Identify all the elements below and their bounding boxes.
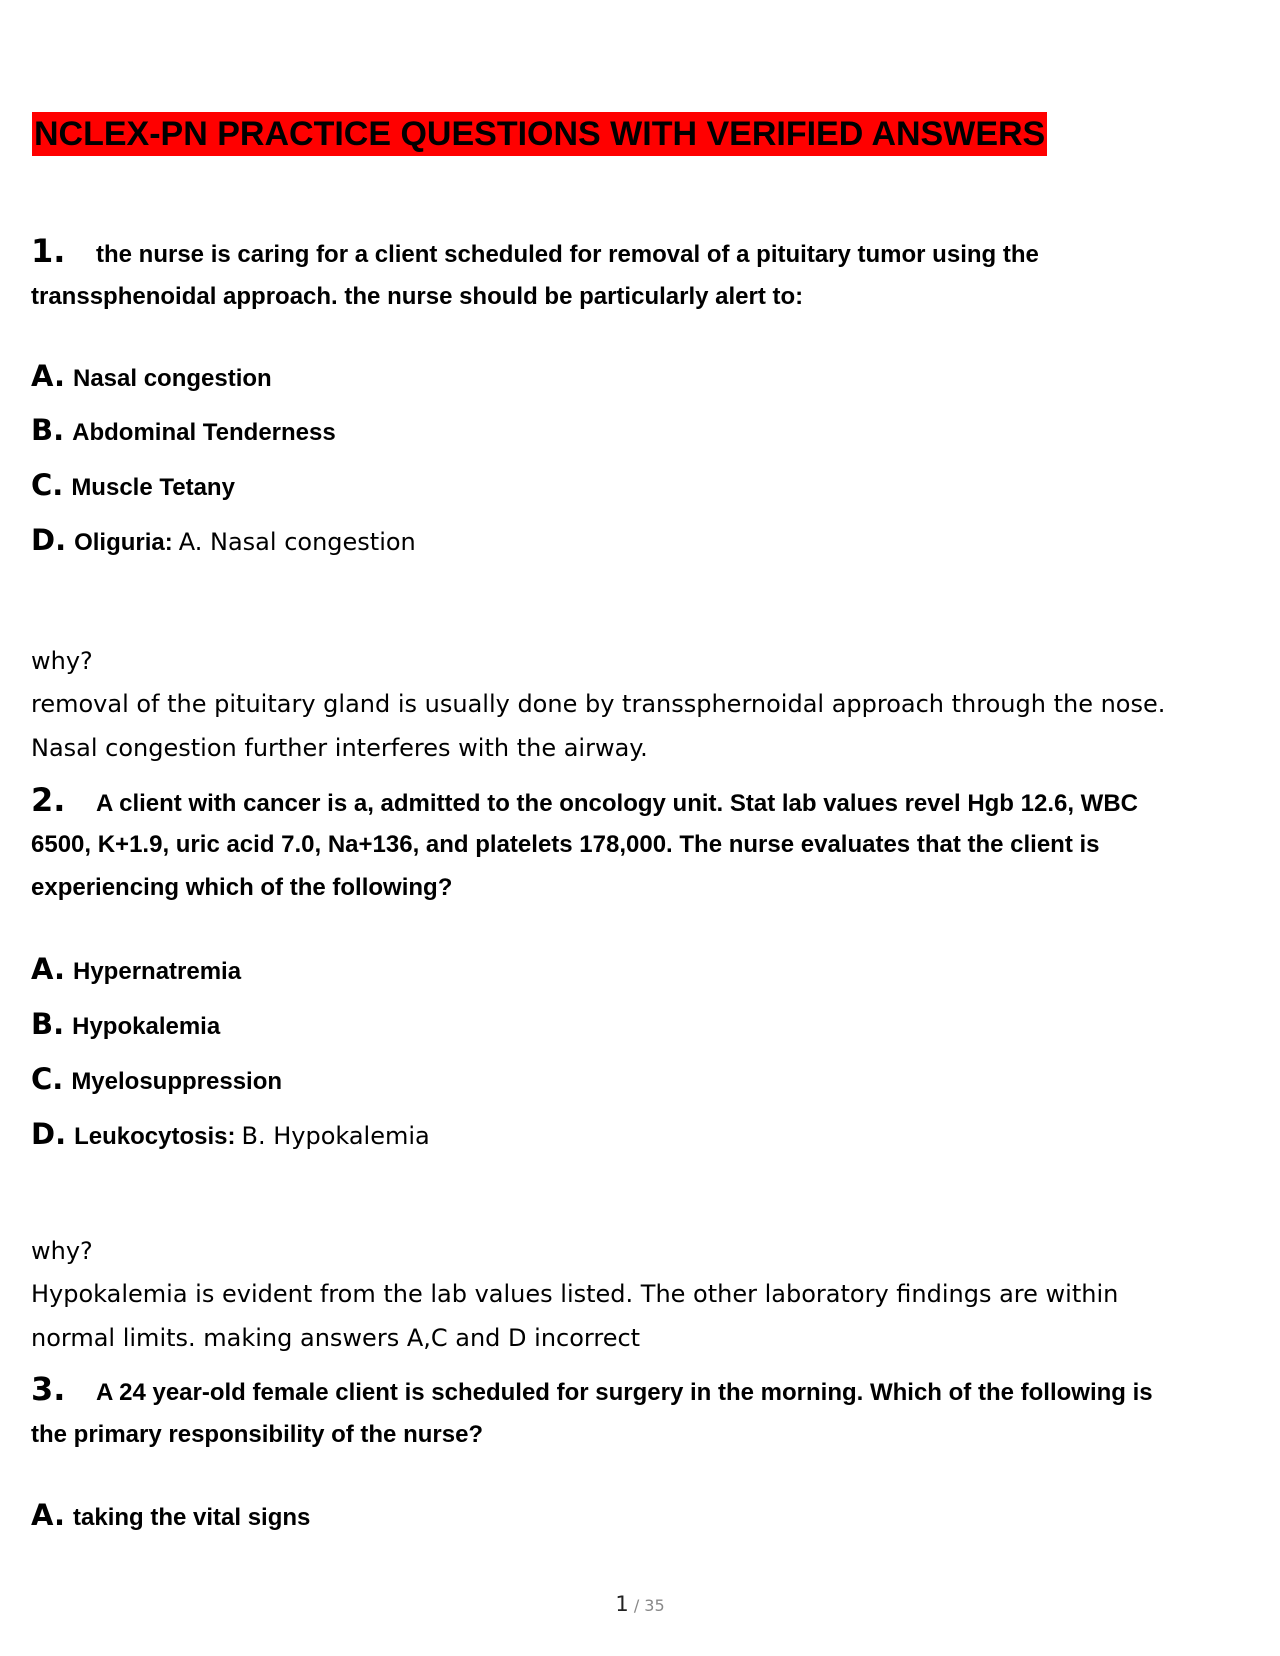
question-1-answer: A. Nasal congestion (178, 528, 416, 556)
question-2-option-d: D. Leukocytosis: B. Hypokalemia (31, 1117, 430, 1151)
document-title: NCLEX-PN PRACTICE QUESTIONS WITH VERIFIED ANSWERS (32, 112, 1047, 156)
question-number: 1. (31, 232, 66, 270)
page-indicator (0, 1592, 1280, 1616)
question-2-option-c: C. Myelosuppression (31, 1062, 283, 1096)
current-page: 1 (615, 1592, 629, 1616)
question-3-line-2: the primary responsibility of the nurse? (31, 1421, 484, 1448)
question-2-line-1: 2. A client with cancer is a, admitted to the oncology unit. Stat lab values revel Hgb 12.6, WBC (31, 781, 1138, 819)
question-1-explanation-line-1: removal of the pituitary gland is usually done by transsphernoidal approach through the nose. (31, 690, 1166, 718)
question-1-option-c: C. Muscle Tetany (31, 468, 235, 502)
question-3-option-a: A. taking the vital signs (31, 1498, 311, 1532)
question-3-line-1: 3. A 24 year-old female client is scheduled for surgery in the morning. Which of the following is (31, 1370, 1153, 1408)
question-2-explanation-line-1: Hypokalemia is evident from the lab values listed. The other laboratory findings are within (31, 1280, 1119, 1308)
question-number: 2. (31, 781, 66, 819)
page-separator: / (633, 1596, 640, 1615)
question-1-explanation-line-2: Nasal congestion further interferes with the airway. (31, 734, 648, 762)
question-1-option-a: A. Nasal congestion (31, 359, 272, 393)
question-1-why-label: why? (31, 647, 93, 675)
question-2-option-a: A. Hypernatremia (31, 952, 242, 986)
question-2-explanation-line-2: normal limits. making answers A,C and D incorrect (31, 1324, 641, 1352)
question-2-line-2: 6500, K+1.9, uric acid 7.0, Na+136, and platelets 178,000. The nurse evaluates that the client is (31, 831, 1100, 858)
question-2-why-label: why? (31, 1237, 93, 1265)
question-1-line-2: transsphenoidal approach. the nurse should be particularly alert to: (31, 283, 804, 310)
question-1-line-1: 1. the nurse is caring for a client scheduled for removal of a pituitary tumor using the (31, 232, 1039, 270)
question-1-option-b: B. Abdominal Tenderness (31, 413, 336, 447)
question-2-answer: B. Hypokalemia (241, 1122, 430, 1150)
question-2-option-b: B. Hypokalemia (31, 1007, 221, 1041)
total-pages: 35 (644, 1596, 665, 1615)
question-2-line-3: experiencing which of the following? (31, 874, 453, 901)
question-1-option-d: D. Oliguria: A. Nasal congestion (31, 523, 416, 557)
question-number: 3. (31, 1370, 66, 1408)
